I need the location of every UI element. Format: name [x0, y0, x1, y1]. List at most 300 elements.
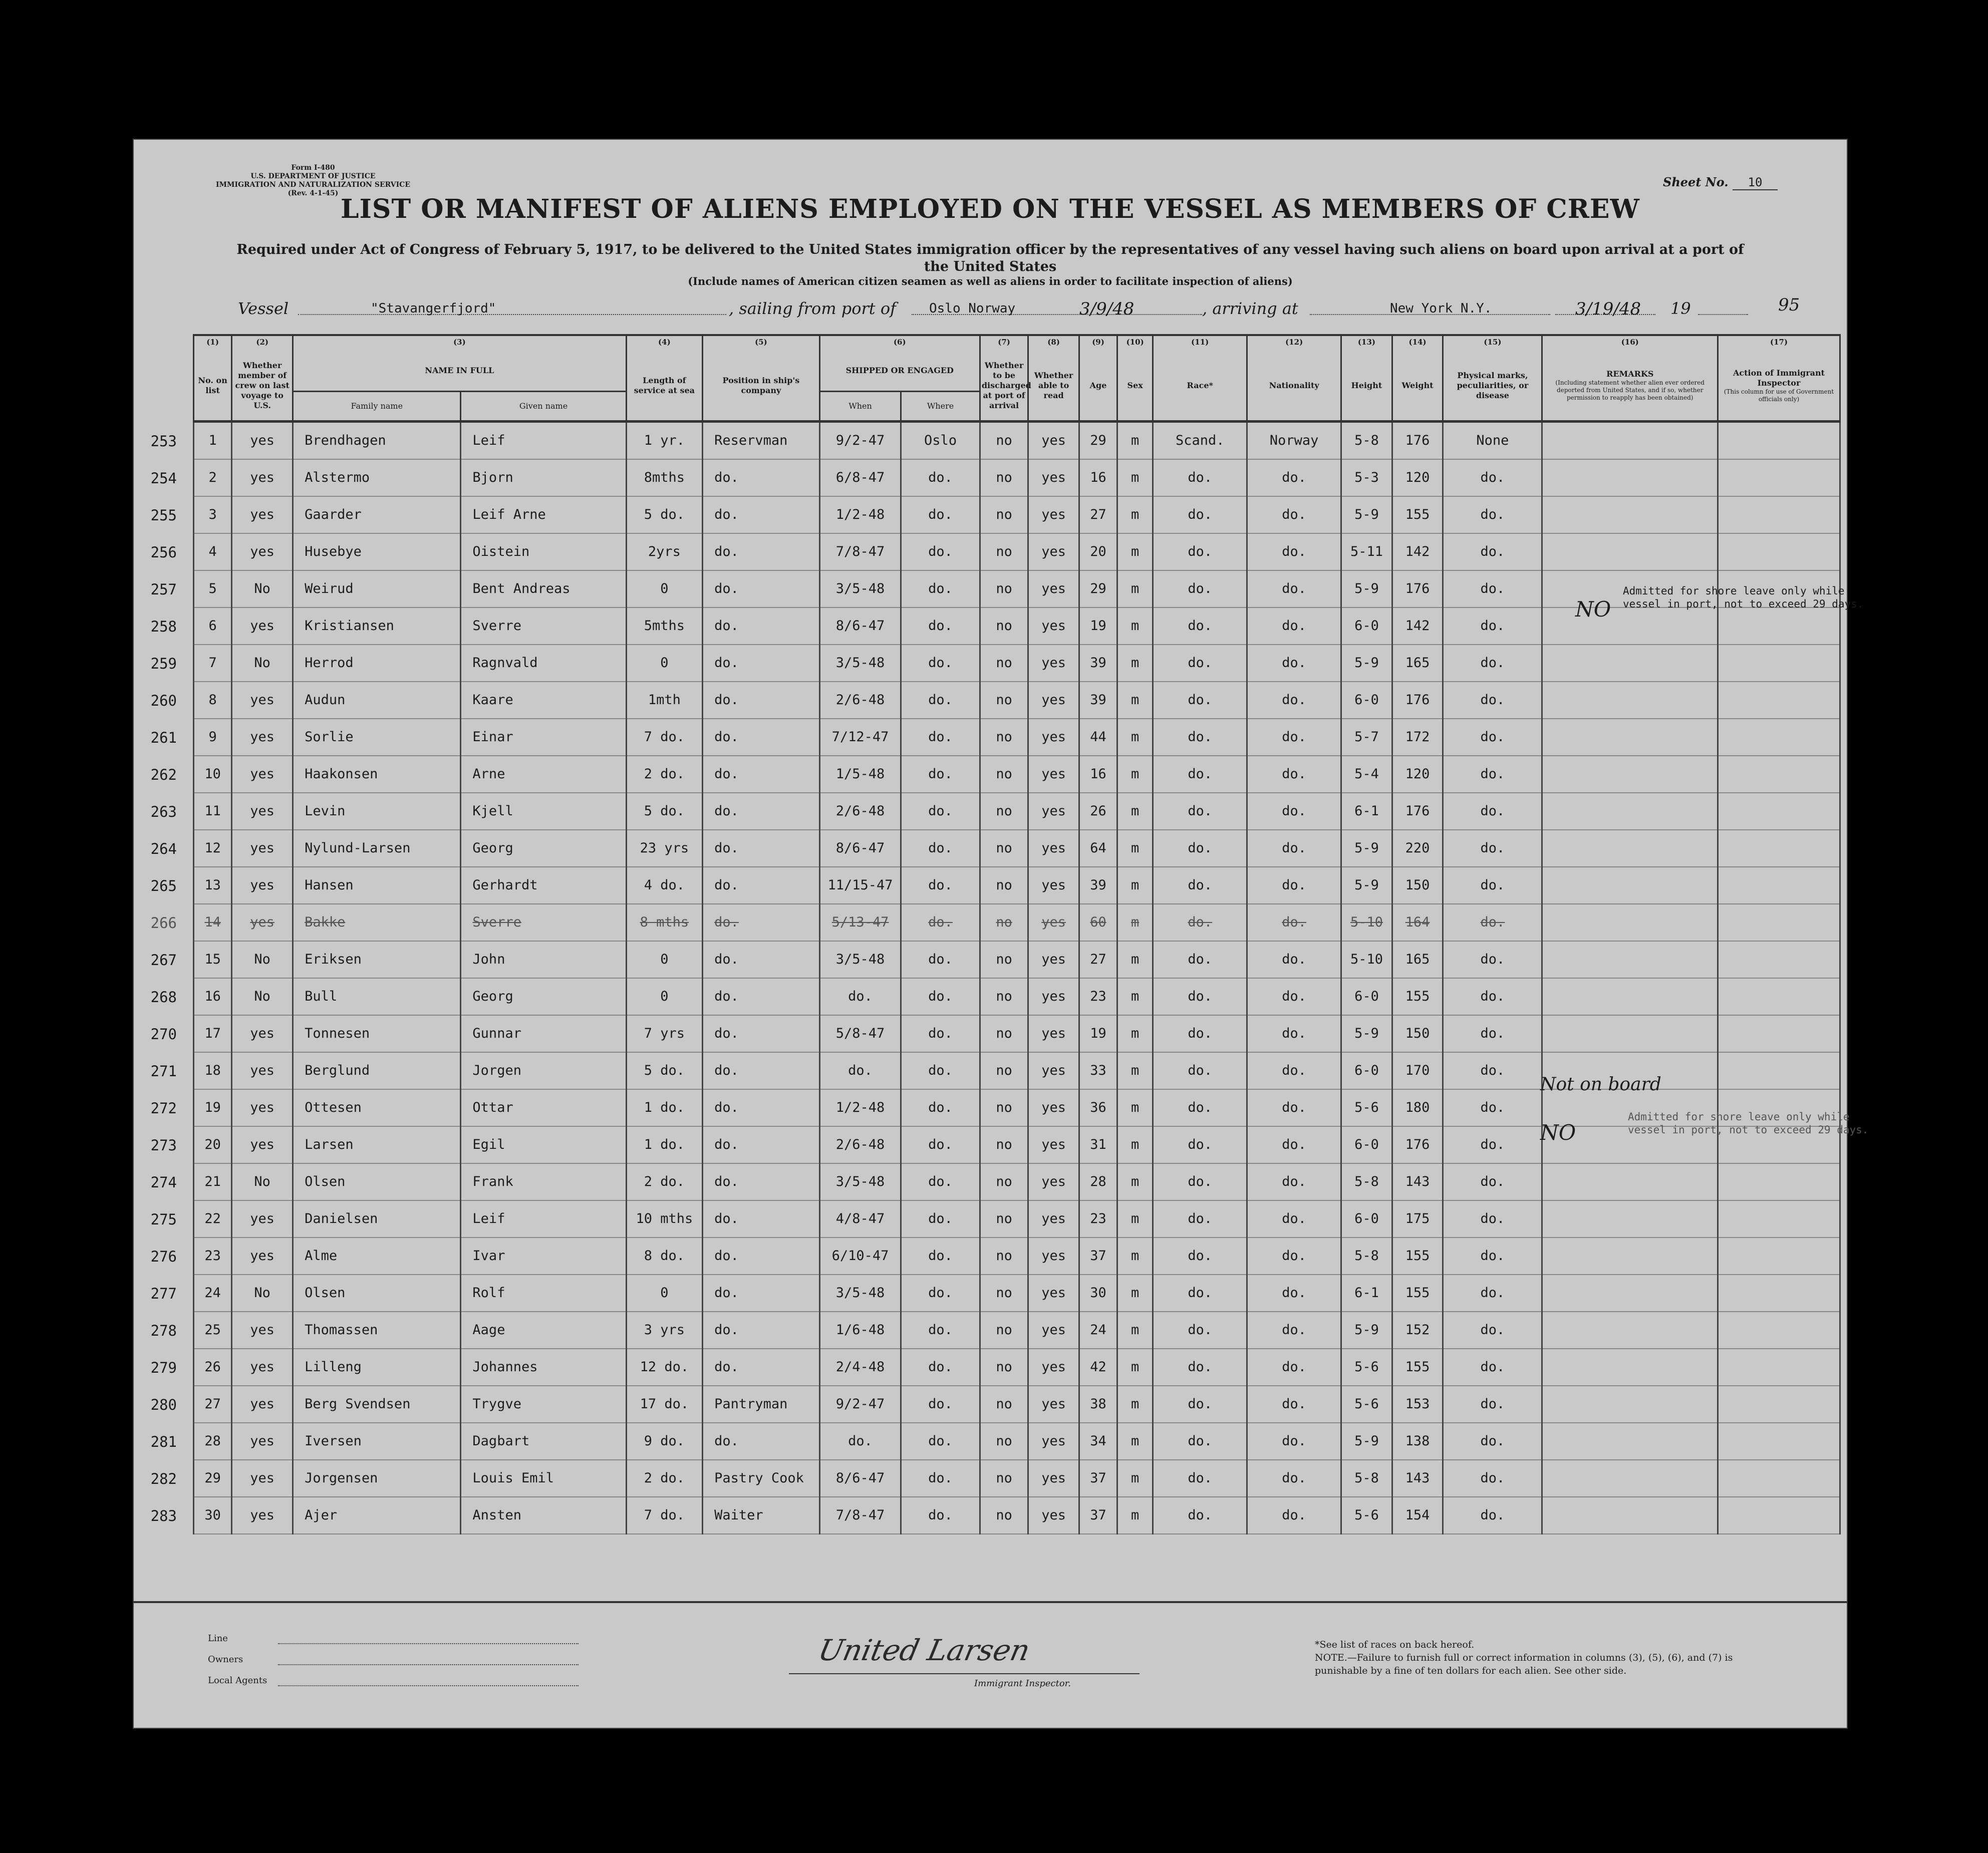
cell-weight: 138 [1392, 1423, 1443, 1460]
cell-engaged-where: do. [901, 1275, 980, 1312]
cell-able-to-read: yes [1028, 793, 1079, 830]
cell-height: 5-3 [1341, 459, 1392, 496]
cell-age: 23 [1079, 1200, 1117, 1238]
cell-length-of-service: 5 do. [626, 1052, 702, 1089]
cell-row-number [150, 459, 232, 496]
cell-nationality: do. [1247, 1163, 1341, 1200]
cell-weight: 120 [1392, 459, 1443, 496]
cell-position: Pastry Cook [703, 1460, 820, 1497]
cell-to-be-discharged: no [980, 1052, 1028, 1089]
cell-remarks [1542, 1238, 1718, 1275]
cell-remarks [1542, 1423, 1718, 1460]
cell-inspector-action [1718, 756, 1840, 793]
row-number-value: 8 [208, 692, 217, 708]
table-row [194, 793, 1840, 830]
cell-race: do. [1153, 1349, 1247, 1386]
cell-race: do. [1153, 904, 1247, 941]
cell-weight: 165 [1392, 941, 1443, 978]
page-number: 95 [1778, 295, 1800, 315]
cell-physical-marks: do. [1443, 1423, 1542, 1460]
cell-engaged-when: 2/6-48 [819, 682, 901, 719]
cell-sex: m [1117, 1015, 1153, 1052]
cell-length-of-service: 8 do. [626, 1238, 702, 1275]
cell-weight: 154 [1392, 1497, 1443, 1534]
cell-remarks [1542, 1200, 1718, 1238]
cell-prior-voyage: yes [232, 1312, 293, 1349]
cell-row-number [150, 867, 232, 904]
cell-able-to-read: yes [1028, 1089, 1079, 1126]
cell-to-be-discharged: no [980, 1423, 1028, 1460]
local-agents-label: Local Agents [208, 1675, 267, 1686]
arrival-date: 3/19/48 [1575, 299, 1641, 319]
cell-able-to-read: yes [1028, 682, 1079, 719]
cell-weight: 150 [1392, 1015, 1443, 1052]
cell-given-name: Aage [461, 1312, 626, 1349]
cell-physical-marks: do. [1443, 719, 1542, 756]
sailing-date: 3/9/48 [1079, 299, 1134, 319]
cell-race: do. [1153, 756, 1247, 793]
department: U.S. DEPARTMENT OF JUSTICE [250, 172, 376, 180]
cell-race: do. [1153, 682, 1247, 719]
cell-to-be-discharged: no [980, 830, 1028, 867]
cell-nationality: do. [1247, 978, 1341, 1015]
line-label: Line [208, 1633, 228, 1644]
cell-remarks [1542, 756, 1718, 793]
cell-inspector-action [1718, 941, 1840, 978]
cell-height: 5-9 [1341, 570, 1392, 607]
cell-remarks [1542, 830, 1718, 867]
cell-weight: 143 [1392, 1163, 1443, 1200]
cell-remarks [1542, 496, 1718, 533]
table-row [194, 1200, 1840, 1238]
cell-engaged-when: 6/10-47 [819, 1238, 901, 1275]
cell-height: 5-8 [1341, 421, 1392, 459]
cell-inspector-action [1718, 719, 1840, 756]
cell-inspector-action [1718, 830, 1840, 867]
cell-given-name: Sverre [461, 904, 626, 941]
cell-inspector-action [1718, 1275, 1840, 1312]
cell-row-number [150, 421, 232, 459]
cell-engaged-where: do. [901, 682, 980, 719]
cell-prior-voyage: yes [232, 793, 293, 830]
cell-height: 6-0 [1341, 1126, 1392, 1163]
crew-rows [150, 421, 1840, 1534]
cell-able-to-read: yes [1028, 1386, 1079, 1423]
cell-family-name: Jorgensen [293, 1460, 461, 1497]
cell-family-name: Iversen [293, 1423, 461, 1460]
cell-physical-marks: do. [1443, 1163, 1542, 1200]
cell-age: 31 [1079, 1126, 1117, 1163]
cell-engaged-when: 11/15-47 [819, 867, 901, 904]
cell-row-number [150, 941, 232, 978]
cell-given-name: Oistein [461, 533, 626, 570]
row-number-value: 20 [204, 1137, 221, 1152]
cell-row-number [150, 1423, 232, 1460]
cell-length-of-service: 4 do. [626, 867, 702, 904]
cell-height: 5-9 [1341, 867, 1392, 904]
cell-family-name: Tonnesen [293, 1015, 461, 1052]
row-number-value: 23 [204, 1248, 221, 1264]
cell-length-of-service: 0 [626, 570, 702, 607]
cell-engaged-when: 1/2-48 [819, 496, 901, 533]
header-nationality: Nationality [1247, 351, 1341, 421]
cell-given-name: John [461, 941, 626, 978]
cell-height: 6-1 [1341, 793, 1392, 830]
cell-able-to-read: yes [1028, 1163, 1079, 1200]
cell-race: do. [1153, 496, 1247, 533]
cell-to-be-discharged: no [980, 904, 1028, 941]
cell-sex: m [1117, 645, 1153, 682]
cell-engaged-where: do. [901, 459, 980, 496]
cell-engaged-when: 3/5-48 [819, 645, 901, 682]
cell-weight: 155 [1392, 1349, 1443, 1386]
cell-nationality: do. [1247, 1052, 1341, 1089]
cell-engaged-when: 3/5-48 [819, 1163, 901, 1200]
manifest-line-number: 272 [150, 1100, 177, 1117]
cell-nationality: do. [1247, 607, 1341, 645]
cell-nationality: do. [1247, 533, 1341, 570]
cell-able-to-read: yes [1028, 978, 1079, 1015]
header-family-name: Family name [293, 391, 461, 421]
cell-given-name: Frank [461, 1163, 626, 1200]
cell-row-number [150, 1126, 232, 1163]
cell-prior-voyage: yes [232, 1015, 293, 1052]
cell-given-name: Bent Andreas [461, 570, 626, 607]
cell-prior-voyage: yes [232, 756, 293, 793]
cell-race: do. [1153, 533, 1247, 570]
col-7-number: (7) [980, 335, 1028, 351]
cell-physical-marks: do. [1443, 830, 1542, 867]
cell-height: 5-6 [1341, 1386, 1392, 1423]
cell-height: 5-10 [1341, 941, 1392, 978]
cell-able-to-read: yes [1028, 1200, 1079, 1238]
cell-age: 39 [1079, 682, 1117, 719]
cell-prior-voyage: yes [232, 496, 293, 533]
cell-sex: m [1117, 1126, 1153, 1163]
cell-nationality: do. [1247, 459, 1341, 496]
cell-position: do. [703, 867, 820, 904]
cell-family-name: Eriksen [293, 941, 461, 978]
cell-nationality: do. [1247, 1423, 1341, 1460]
cell-race: do. [1153, 1460, 1247, 1497]
cell-race: do. [1153, 941, 1247, 978]
manifest-line-number: 263 [150, 803, 177, 820]
line-rule [278, 1643, 579, 1644]
cell-age: 29 [1079, 421, 1117, 459]
cell-age: 19 [1079, 607, 1117, 645]
cell-sex: m [1117, 1200, 1153, 1238]
cell-engaged-where: do. [901, 867, 980, 904]
cell-nationality: do. [1247, 1126, 1341, 1163]
cell-engaged-where: do. [901, 1126, 980, 1163]
manifest-line-number: 258 [150, 618, 177, 635]
cell-prior-voyage: No [232, 1163, 293, 1200]
cell-engaged-where: do. [901, 496, 980, 533]
row-number-value: 19 [204, 1100, 221, 1115]
cell-race: do. [1153, 459, 1247, 496]
row-number-value: 14 [204, 914, 221, 930]
cell-engaged-where: do. [901, 756, 980, 793]
cell-family-name: Alme [293, 1238, 461, 1275]
header-position: Position in ship's company [703, 351, 820, 421]
cell-position: do. [703, 830, 820, 867]
cell-inspector-action [1718, 1423, 1840, 1460]
cell-height: 6-0 [1341, 682, 1392, 719]
header-length-of-service: Length of service at sea [626, 351, 702, 421]
cell-physical-marks: do. [1443, 1052, 1542, 1089]
cell-to-be-discharged: no [980, 1163, 1028, 1200]
cell-to-be-discharged: no [980, 1460, 1028, 1497]
cell-age: 36 [1079, 1089, 1117, 1126]
cell-length-of-service: 7 do. [626, 1497, 702, 1534]
cell-to-be-discharged: no [980, 756, 1028, 793]
cell-row-number [150, 645, 232, 682]
cell-engaged-when: do. [819, 978, 901, 1015]
manifest-line-number: 279 [150, 1359, 177, 1376]
row-number-value: 4 [208, 544, 217, 559]
manifest-line-number: 266 [150, 914, 177, 932]
cell-inspector-action [1718, 1163, 1840, 1200]
cell-family-name: Husebye [293, 533, 461, 570]
header-name-in-full: NAME IN FULL [293, 351, 627, 391]
cell-length-of-service: 5 do. [626, 793, 702, 830]
table-row [194, 1163, 1840, 1200]
cell-engaged-where: do. [901, 1460, 980, 1497]
cell-able-to-read: yes [1028, 421, 1079, 459]
cell-given-name: Gerhardt [461, 867, 626, 904]
cell-nationality: do. [1247, 645, 1341, 682]
cell-given-name: Ivar [461, 1238, 626, 1275]
cell-age: 38 [1079, 1386, 1117, 1423]
cell-race: do. [1153, 1386, 1247, 1423]
cell-prior-voyage: yes [232, 1089, 293, 1126]
cell-weight: 220 [1392, 830, 1443, 867]
cell-height: 5-9 [1341, 830, 1392, 867]
cell-engaged-when: 1/6-48 [819, 1312, 901, 1349]
cell-to-be-discharged: no [980, 421, 1028, 459]
cell-inspector-action [1718, 1238, 1840, 1275]
cell-position: Waiter [703, 1497, 820, 1534]
cell-given-name: Georg [461, 830, 626, 867]
cell-physical-marks: do. [1443, 1238, 1542, 1275]
cell-able-to-read: yes [1028, 1460, 1079, 1497]
cell-length-of-service: 2yrs [626, 533, 702, 570]
cell-remarks [1542, 1312, 1718, 1349]
cell-height: 5-9 [1341, 1312, 1392, 1349]
cell-weight: 153 [1392, 1386, 1443, 1423]
cell-weight: 155 [1392, 1275, 1443, 1312]
cell-physical-marks: do. [1443, 1460, 1542, 1497]
cell-family-name: Hansen [293, 867, 461, 904]
cell-age: 30 [1079, 1275, 1117, 1312]
cell-to-be-discharged: no [980, 682, 1028, 719]
header-when: When [819, 391, 901, 421]
cell-remarks [1542, 533, 1718, 570]
cell-remarks [1542, 867, 1718, 904]
cell-inspector-action [1718, 459, 1840, 496]
cell-race: do. [1153, 867, 1247, 904]
cell-engaged-when: do. [819, 1052, 901, 1089]
cell-inspector-action [1718, 1386, 1840, 1423]
header-inspector-title: Action of Immigrant Inspector [1733, 368, 1825, 388]
cell-length-of-service: 12 do. [626, 1349, 702, 1386]
cell-nationality: do. [1247, 1015, 1341, 1052]
table-row [194, 421, 1840, 459]
cell-prior-voyage: No [232, 978, 293, 1015]
cell-weight: 150 [1392, 867, 1443, 904]
cell-given-name: Ottar [461, 1089, 626, 1126]
cell-physical-marks: do. [1443, 756, 1542, 793]
cell-inspector-action [1718, 978, 1840, 1015]
cell-height: 5-9 [1341, 1423, 1392, 1460]
cell-physical-marks: do. [1443, 867, 1542, 904]
cell-prior-voyage: No [232, 1275, 293, 1312]
cell-family-name: Brendhagen [293, 421, 461, 459]
cell-height: 5-6 [1341, 1089, 1392, 1126]
cell-age: 34 [1079, 1423, 1117, 1460]
cell-prior-voyage: yes [232, 1497, 293, 1534]
penalty-note: NOTE.—Failure to furnish full or correct information in columns (3), (5), (6), and (7) is punishable by a fine of ten dollars for each alien. See other side. [1315, 1652, 1733, 1676]
cell-sex: m [1117, 682, 1153, 719]
cell-prior-voyage: yes [232, 1238, 293, 1275]
cell-sex: m [1117, 1349, 1153, 1386]
cell-height: 5-8 [1341, 1460, 1392, 1497]
cell-to-be-discharged: no [980, 1312, 1028, 1349]
cell-engaged-when: 4/8-47 [819, 1200, 901, 1238]
cell-inspector-action [1718, 682, 1840, 719]
manifest-line-number: 256 [150, 544, 177, 561]
manifest-line-number: 281 [150, 1433, 177, 1450]
manifest-line-number: 277 [150, 1285, 177, 1302]
revision: (Rev. 4-1-45) [288, 189, 339, 197]
cell-inspector-action [1718, 867, 1840, 904]
vessel-label: Vessel [238, 299, 289, 318]
cell-to-be-discharged: no [980, 496, 1028, 533]
document-instructions: (Include names of American citizen seamen as well as aliens in order to facilitate inspection of aliens) [688, 275, 1293, 287]
cell-inspector-action [1718, 645, 1840, 682]
cell-height: 5-7 [1341, 719, 1392, 756]
cell-row-number [150, 1163, 232, 1200]
table-row [194, 941, 1840, 978]
cell-engaged-where: do. [901, 1015, 980, 1052]
table-row [194, 1126, 1840, 1163]
manifest-line-number: 283 [150, 1507, 177, 1524]
cell-race: do. [1153, 1238, 1247, 1275]
cell-engaged-when: 3/5-48 [819, 1275, 901, 1312]
manifest-footer [133, 1601, 1848, 1731]
cell-given-name: Bjorn [461, 459, 626, 496]
table-row [194, 459, 1840, 496]
table-row [194, 1386, 1840, 1423]
cell-engaged-where: do. [901, 719, 980, 756]
cell-to-be-discharged: no [980, 1238, 1028, 1275]
cell-to-be-discharged: no [980, 719, 1028, 756]
cell-given-name: Leif Arne [461, 496, 626, 533]
cell-row-number [150, 1497, 232, 1534]
cell-engaged-when: do. [819, 1423, 901, 1460]
cell-weight: 176 [1392, 421, 1443, 459]
cell-weight: 172 [1392, 719, 1443, 756]
cell-length-of-service: 17 do. [626, 1386, 702, 1423]
cell-length-of-service: 7 yrs [626, 1015, 702, 1052]
row-number-value: 2 [208, 470, 217, 485]
cell-able-to-read: yes [1028, 941, 1079, 978]
cell-age: 23 [1079, 978, 1117, 1015]
cell-to-be-discharged: no [980, 1275, 1028, 1312]
cell-sex: m [1117, 1423, 1153, 1460]
cell-family-name: Olsen [293, 1275, 461, 1312]
cell-to-be-discharged: no [980, 867, 1028, 904]
col-15-number: (15) [1443, 335, 1542, 351]
cell-family-name: Ajer [293, 1497, 461, 1534]
cell-inspector-action [1718, 1052, 1840, 1089]
cell-given-name: Johannes [461, 1349, 626, 1386]
row-number-value: 1 [208, 433, 217, 448]
col-11-number: (11) [1153, 335, 1247, 351]
cell-given-name: Louis Emil [461, 1460, 626, 1497]
vessel-line [178, 295, 1800, 324]
arriving-label: , arriving at [1202, 299, 1298, 318]
cell-physical-marks: do. [1443, 941, 1542, 978]
row-number-value: 6 [208, 618, 217, 634]
cell-able-to-read: yes [1028, 1349, 1079, 1386]
cell-position: do. [703, 570, 820, 607]
cell-given-name: Jorgen [461, 1052, 626, 1089]
cell-length-of-service: 5 do. [626, 496, 702, 533]
cell-engaged-when: 7/8-47 [819, 533, 901, 570]
cell-race: do. [1153, 1200, 1247, 1238]
cell-remarks [1542, 682, 1718, 719]
cell-length-of-service: 2 do. [626, 1163, 702, 1200]
cell-physical-marks: do. [1443, 1015, 1542, 1052]
manifest-line-number: 271 [150, 1063, 177, 1080]
col-17-number: (17) [1718, 335, 1840, 351]
manifest-line-number: 282 [150, 1470, 177, 1487]
cell-inspector-action [1718, 1015, 1840, 1052]
remark-row15-typed: Admitted for shore leave only while vessel in port, not to exceed 29 days. [1628, 1111, 1869, 1136]
manifest-line-number: 260 [150, 692, 177, 709]
cell-nationality: do. [1247, 1386, 1341, 1423]
cell-height: 6-0 [1341, 1200, 1392, 1238]
cell-height: 5-11 [1341, 533, 1392, 570]
col-3-number: (3) [293, 335, 627, 351]
row-number-value: 11 [204, 803, 221, 819]
inspector-signature: United Larsen [815, 1633, 1033, 1667]
cell-sex: m [1117, 570, 1153, 607]
cell-family-name: Alstermo [293, 459, 461, 496]
manifest-line-number: 257 [150, 581, 177, 598]
cell-prior-voyage: yes [232, 830, 293, 867]
cell-physical-marks: do. [1443, 1089, 1542, 1126]
cell-given-name: Leif [461, 421, 626, 459]
cell-remarks [1542, 607, 1718, 645]
cell-able-to-read: yes [1028, 533, 1079, 570]
cell-prior-voyage: yes [232, 719, 293, 756]
cell-age: 60 [1079, 904, 1117, 941]
manifest-line-number: 253 [150, 433, 177, 450]
cell-length-of-service: 3 yrs [626, 1312, 702, 1349]
cell-family-name: Haakonsen [293, 756, 461, 793]
manifest-line-number: 276 [150, 1248, 177, 1265]
cell-position: do. [703, 1015, 820, 1052]
cell-age: 20 [1079, 533, 1117, 570]
cell-given-name: Gunnar [461, 1015, 626, 1052]
cell-nationality: Norway [1247, 421, 1341, 459]
cell-length-of-service: 23 yrs [626, 830, 702, 867]
cell-length-of-service: 1 yr. [626, 421, 702, 459]
col-1-number: (1) [194, 335, 232, 351]
cell-height: 5-9 [1341, 496, 1392, 533]
